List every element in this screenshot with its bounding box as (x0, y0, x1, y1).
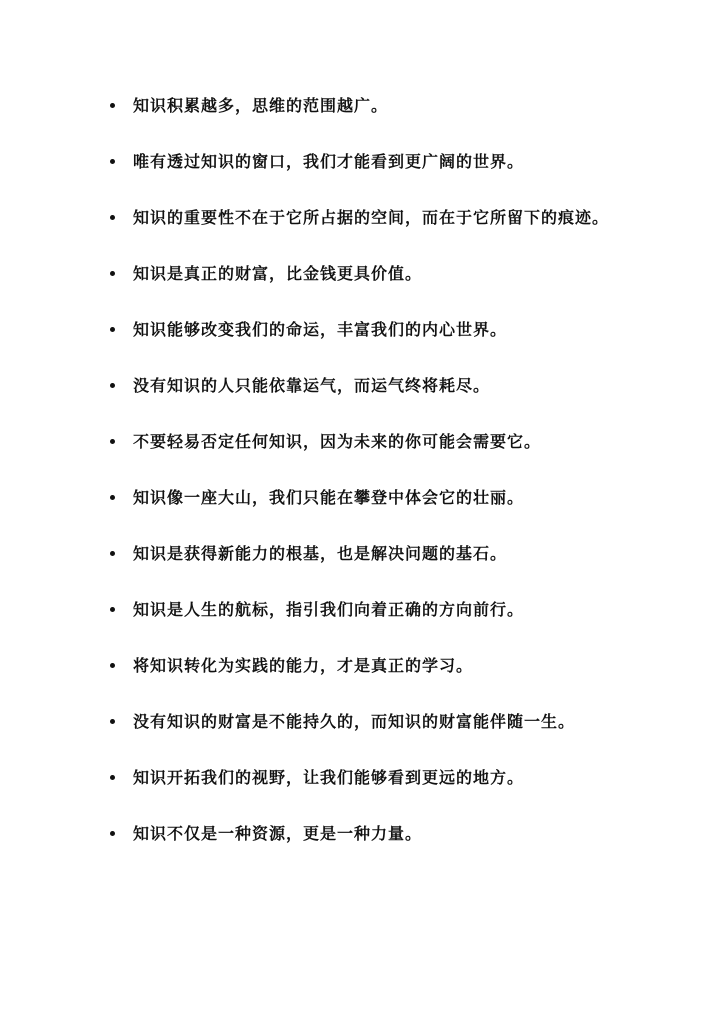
list-item-text: 知识是人生的航标，指引我们向着正确的方向前行。 (133, 600, 525, 619)
list-item-text: 知识积累越多，思维的范围越广。 (133, 96, 389, 115)
list-item (108, 810, 648, 857)
list-item (108, 138, 648, 185)
bullet-icon (110, 551, 115, 556)
bullet-icon (110, 663, 115, 668)
list-item-text: 没有知识的财富是不能持久的，而知识的财富能伴随一生。 (133, 712, 576, 731)
list-item (108, 754, 648, 801)
list-item (108, 698, 648, 745)
list-item-text: 知识是真正的财富，比金钱更具价值。 (133, 264, 423, 283)
list-item (108, 530, 648, 577)
bullet-icon (110, 439, 115, 444)
list-item-text: 将知识转化为实践的能力，才是真正的学习。 (133, 656, 474, 675)
list-item-text: 知识像一座大山，我们只能在攀登中体会它的壮丽。 (133, 488, 525, 507)
list-item (108, 642, 648, 689)
bullet-icon (110, 831, 115, 836)
list-item-text: 没有知识的人只能依靠运气，而运气终将耗尽。 (133, 376, 491, 395)
list-item-text: 知识开拓我们的视野，让我们能够看到更远的地方。 (133, 768, 525, 787)
bullet-icon (110, 719, 115, 724)
bullet-icon (110, 607, 115, 612)
list-item (108, 418, 648, 465)
list-item-text: 知识是获得新能力的根基，也是解决问题的基石。 (133, 544, 508, 563)
bullet-icon (110, 383, 115, 388)
list-item-text: 知识的重要性不在于它所占据的空间，而在于它所留下的痕迹。 (133, 208, 610, 227)
bullet-icon (110, 775, 115, 780)
list-item-text: 不要轻易否定任何知识，因为未来的你可能会需要它。 (133, 432, 542, 451)
list-item-text: 知识不仅是一种资源，更是一种力量。 (133, 824, 423, 843)
list-item (108, 474, 648, 521)
list-item (108, 306, 648, 353)
list-item (108, 586, 648, 633)
bullet-icon (110, 159, 115, 164)
bullet-icon (110, 215, 115, 220)
list-item (108, 250, 648, 297)
bullet-icon (110, 495, 115, 500)
list-item-text: 唯有透过知识的窗口，我们才能看到更广阔的世界。 (133, 152, 525, 171)
list-item (108, 362, 648, 409)
list-item (108, 82, 648, 129)
bullet-icon (110, 103, 115, 108)
quote-list (108, 82, 648, 866)
bullet-icon (110, 327, 115, 332)
list-item-text: 知识能够改变我们的命运，丰富我们的内心世界。 (133, 320, 508, 339)
list-item (108, 194, 648, 241)
bullet-icon (110, 271, 115, 276)
